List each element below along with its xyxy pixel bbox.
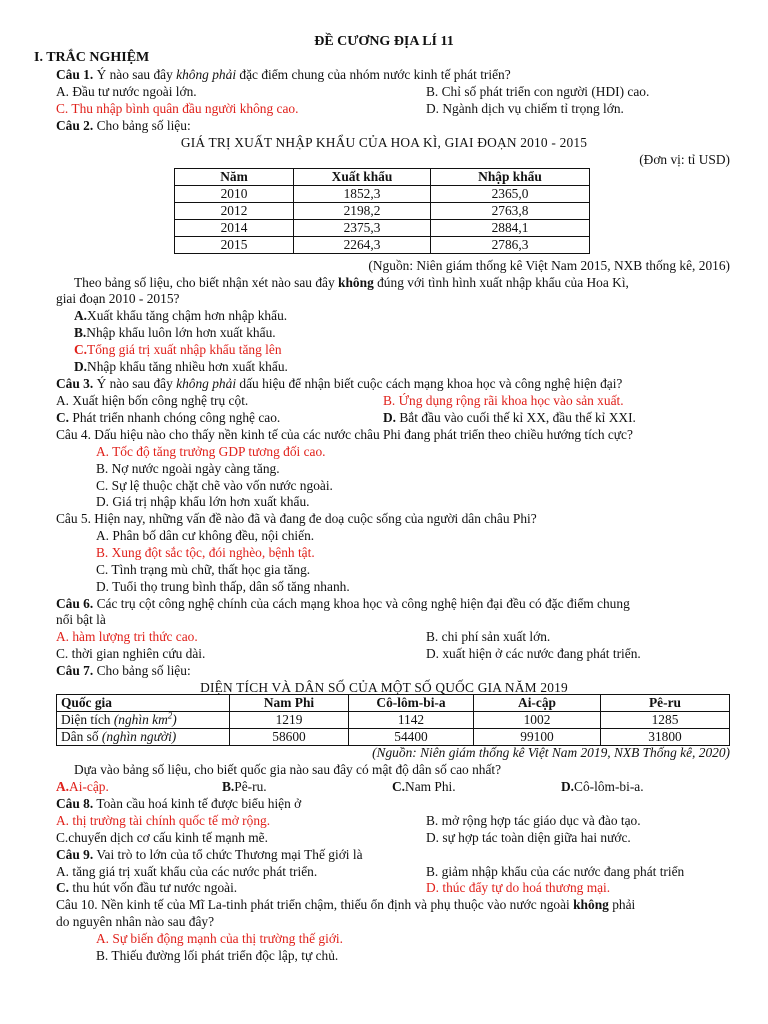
q1-option-d: D. Ngành dịch vụ chiếm tỉ trọng lớn. (426, 101, 624, 116)
q2-option-d: D.Nhập khẩu tăng nhiều hơn xuất khẩu. (74, 359, 288, 374)
q3-stem: Câu 3. Ý nào sau đây không phải dấu hiệu để nhận biết cuộc cách mạng khoa học và công nghệ hiện đại? (56, 376, 623, 391)
table-header: Năm (175, 169, 294, 186)
q6-option-d: D. xuất hiện ở các nước đang phát triển. (426, 646, 641, 661)
q10-option-b: B. Thiếu đường lối phát triển độc lập, tự chủ. (96, 948, 339, 963)
row-label: Dân số (nghìn người) (57, 729, 230, 746)
table-cell: 2763,8 (431, 203, 590, 220)
table-cell: 2375,3 (294, 220, 431, 237)
q1-option-c: C. Thu nhập bình quân đầu người không cao. (56, 101, 299, 116)
table-cell: 2884,1 (431, 220, 590, 237)
table-header: Nam Phi (230, 695, 349, 712)
q7-table (56, 694, 730, 746)
q8-option-b: B. mở rộng hợp tác giáo dục và đào tạo. (426, 813, 641, 828)
table-row (175, 186, 590, 203)
table-row (175, 237, 590, 254)
q2-stem: Câu 2. Cho bảng số liệu: (56, 118, 191, 133)
q6-option-c: C. thời gian nghiên cứu dài. (56, 646, 206, 661)
q1-option-a: A. Đầu tư nước ngoài lớn. (56, 84, 197, 99)
q4-stem: Câu 4. Dấu hiệu nào cho thấy nền kinh tế của các nước châu Phi đang phát triển theo chiều hướng tích cực? (56, 427, 633, 442)
table-header: Xuất khẩu (294, 169, 431, 186)
table-cell: 2198,2 (294, 203, 431, 220)
q10-stem: Câu 10. Nền kinh tế của Mĩ La-tinh phát triển chậm, thiếu ổn định và phụ thuộc vào nước ngoài không phải (56, 897, 636, 912)
q1-stem: Câu 1. Ý nào sau đây không phải đặc điểm chung của nhóm nước kinh tế phát triển? (56, 67, 511, 82)
table-row (175, 220, 590, 237)
q4-option-a: A. Tốc độ tăng trưởng GDP tương đối cao. (96, 444, 326, 459)
q5-option-b: B. Xung đột sắc tộc, đói nghèo, bệnh tật. (96, 545, 315, 560)
table-cell: 1219 (230, 712, 349, 729)
q2-prompt-cont: giai đoạn 2010 - 2015? (56, 291, 180, 306)
q9-option-c: C. thu hút vốn đầu tư nước ngoài. (56, 880, 238, 895)
q7-prompt: Dựa vào bảng số liệu, cho biết quốc gia nào sau đây có mật độ dân số cao nhất? (74, 762, 502, 777)
document-title: ĐỀ CƯƠNG ĐỊA LÍ 11 (314, 34, 454, 49)
table-header: Cô-lôm-bi-a (349, 695, 474, 712)
q8-stem: Câu 8. Toàn cầu hoá kinh tế được biểu hiện ở (56, 796, 302, 811)
q5-option-d: D. Tuổi thọ trung bình thấp, dân số tăng nhanh. (96, 579, 350, 594)
q7-option-b: B.Pê-ru. (222, 779, 267, 794)
table-cell: 2365,0 (431, 186, 590, 203)
q7-option-c: C.Nam Phi. (392, 779, 456, 794)
table-cell: 2264,3 (294, 237, 431, 254)
q4-option-d: D. Giá trị nhập khẩu lớn hơn xuất khẩu. (96, 494, 310, 509)
q5-option-c: C. Tình trạng mù chữ, thất học gia tăng. (96, 562, 311, 577)
q9-option-d: D. thúc đẩy tự do hoá thương mại. (426, 880, 611, 895)
q4-option-b: B. Nợ nước ngoài ngày càng tăng. (96, 461, 280, 476)
q6-option-b: B. chi phí sản xuất lớn. (426, 629, 551, 644)
q9-option-a: A. tăng giá trị xuất khẩu của các nước phát triển. (56, 864, 318, 879)
table-cell: 54400 (349, 729, 474, 746)
q2-unit: (Đơn vị: tỉ USD) (639, 152, 730, 167)
q2-prompt: Theo bảng số liệu, cho biết nhận xét nào sau đây không đúng với tình hình xuất nhập khẩu của Hoa Kì, (74, 275, 629, 290)
table-header-row (57, 695, 730, 712)
table-row (57, 729, 730, 746)
q6-option-a: A. hàm lượng tri thức cao. (56, 629, 198, 644)
table-row (175, 203, 590, 220)
q3-option-d: D. Bắt đầu vào cuối thế kỉ XX, đầu thế kỉ XXI. (383, 410, 636, 425)
table-header: Nhập khẩu (431, 169, 590, 186)
q9-stem: Câu 9. Vai trò to lớn của tổ chức Thương mại Thế giới là (56, 847, 363, 862)
q2-source: (Nguồn: Niên giám thống kê Việt Nam 2015, NXB thống kê, 2016) (368, 258, 730, 273)
q7-option-a: A.Ai-cập. (56, 779, 109, 794)
q7-source: (Nguồn: Niên giám thống kê Việt Nam 2019, NXB Thống kê, 2020) (372, 745, 730, 760)
table-cell: 2014 (175, 220, 294, 237)
table-header-row (175, 169, 590, 186)
q3-option-b: B. Ứng dụng rộng rãi khoa học vào sản xuất. (383, 393, 624, 408)
table-cell: 31800 (601, 729, 730, 746)
table-cell: 2012 (175, 203, 294, 220)
table-row (57, 712, 730, 729)
q8-option-d: D. sự hợp tác toàn diện giữa hai nước. (426, 830, 631, 845)
q2-table-title: GIÁ TRỊ XUẤT NHẬP KHẨU CỦA HOA KÌ, GIAI ĐOẠN 2010 - 2015 (180, 135, 588, 150)
row-label: Diện tích (nghìn $km^2$) (57, 712, 230, 729)
q5-option-a: A. Phân bố dân cư không đều, nội chiến. (96, 528, 315, 543)
table-cell: 1002 (474, 712, 601, 729)
table-cell: 99100 (474, 729, 601, 746)
q2-option-a: A.Xuất khẩu tăng chậm hơn nhập khẩu. (74, 308, 288, 323)
q3-option-a: A. Xuất hiện bốn công nghệ trụ cột. (56, 393, 249, 408)
table-cell: 2786,3 (431, 237, 590, 254)
q5-stem: Câu 5. Hiện nay, những vấn đề nào đã và đang đe doạ cuộc sống của người dân châu Phi? (56, 511, 537, 526)
q8-option-c: C.chuyển dịch cơ cấu kinh tế mạnh mẽ. (56, 830, 268, 845)
table-cell: 58600 (230, 729, 349, 746)
q2-option-b: B.Nhập khẩu luôn lớn hơn xuất khẩu. (74, 325, 276, 340)
table-cell: 2010 (175, 186, 294, 203)
table-cell: 1852,3 (294, 186, 431, 203)
q6-stem: Câu 6. Các trụ cột công nghệ chính của cách mạng khoa học và công nghệ hiện đại đều có đặc điểm chung (56, 596, 630, 611)
table-header: Pê-ru (601, 695, 730, 712)
q4-option-c: C. Sự lệ thuộc chặt chẽ vào vốn nước ngoài. (96, 478, 333, 493)
section-heading: I. TRẮC NGHIỆM (34, 50, 150, 65)
q7-stem: Câu 7. Cho bảng số liệu: (56, 663, 191, 678)
table-header: Ai-cập (474, 695, 601, 712)
q2-option-c: C.Tổng giá trị xuất nhập khẩu tăng lên (74, 342, 282, 357)
q7-table-title: DIỆN TÍCH VÀ DÂN SỐ CỦA MỘT SỐ QUỐC GIA NĂM 2019 (200, 680, 568, 695)
q7-option-d: D.Cô-lôm-bi-a. (561, 779, 644, 794)
q3-option-c: C. Phát triển nhanh chóng công nghệ cao. (56, 410, 281, 425)
q6-stem-cont: nổi bật là (56, 612, 106, 627)
table-header: Quốc gia (57, 695, 230, 712)
q2-table (174, 168, 590, 254)
table-cell: 1142 (349, 712, 474, 729)
table-cell: 2015 (175, 237, 294, 254)
q1-option-b: B. Chỉ số phát triển con người (HDI) cao. (426, 84, 650, 99)
table-cell: 1285 (601, 712, 730, 729)
q10-option-a: A. Sự biến động mạnh của thị trường thế giới. (96, 931, 343, 946)
q10-stem-cont: do nguyên nhân nào sau đây? (56, 914, 215, 929)
q8-option-a: A. thị trường tài chính quốc tế mở rộng. (56, 813, 271, 828)
q9-option-b: B. giảm nhập khẩu của các nước đang phát triển (426, 864, 685, 879)
